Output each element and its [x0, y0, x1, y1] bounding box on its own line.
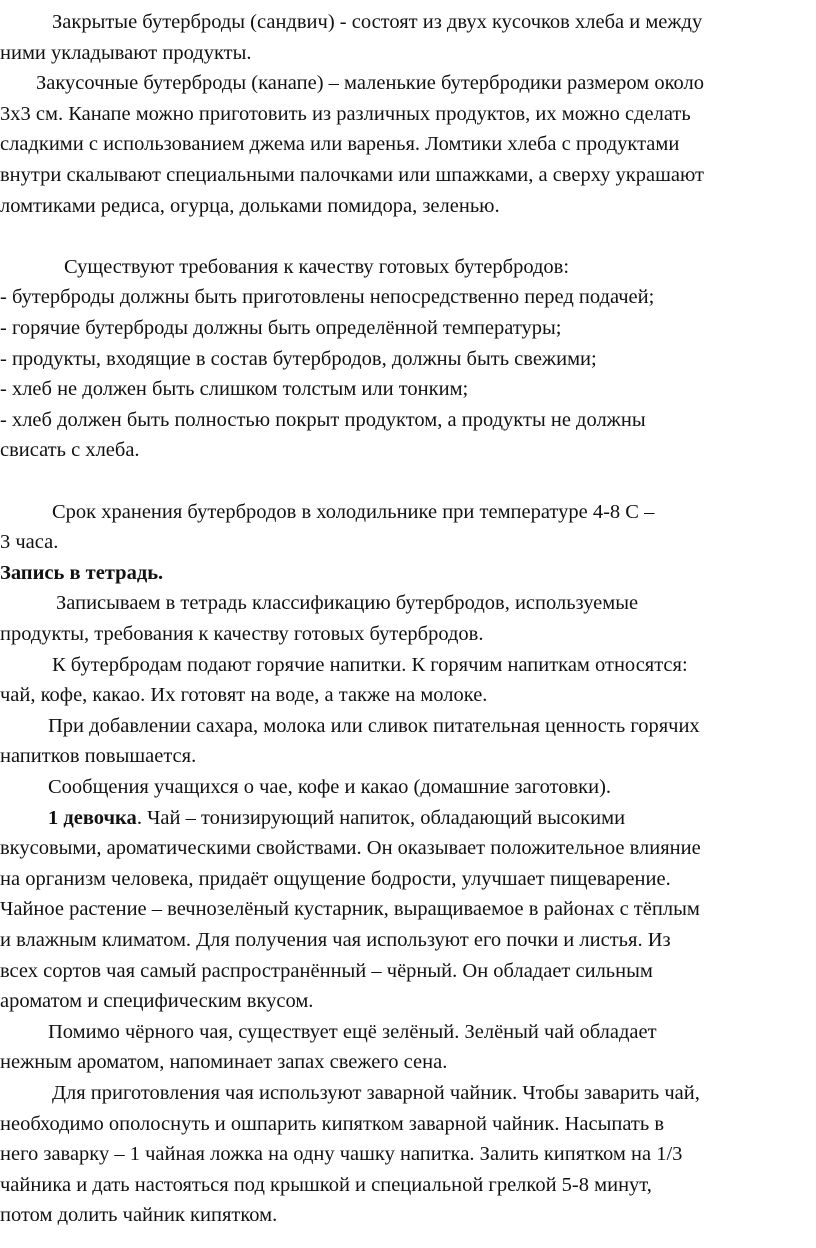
text-line [0, 342, 597, 376]
text-line [48, 1015, 657, 1049]
text-line [0, 617, 484, 651]
line-text: и влажным климатом. Для получения чая используют его почки и листья. Из [0, 929, 671, 951]
text-line [36, 66, 704, 100]
text-line [64, 250, 569, 284]
text-line [56, 586, 638, 620]
line-text: - горячие бутерброды должны быть определённой температуры; [0, 317, 562, 339]
line-text: всех сортов чая самый распространённый – чёрный. Он обладает сильным [0, 959, 653, 982]
text-line [0, 954, 653, 988]
text-line [0, 372, 468, 406]
line-text: Помимо чёрного чая, существует ещё зелёный. Зелёный чай обладает [48, 1020, 657, 1043]
text-line [52, 5, 702, 39]
line-text: продукты, требования к качеству готовых бутербродов. [0, 623, 484, 645]
line-text: - хлеб должен быть полностью покрыт продуктом, а продукты не должны [0, 408, 646, 431]
line-text: Сообщения учащихся о чае, кофе и какао (домашние заготовки). [48, 776, 612, 798]
text-line [0, 831, 701, 865]
line-text: Срок хранения бутербродов в холодильнике при температуре 4-8 С – [52, 500, 655, 523]
speaker-label: 1 девочка [48, 806, 137, 829]
line-text: сладкими с использованием джема или варенья. Ломтики хлеба с продуктами [0, 133, 680, 156]
text-line [52, 495, 654, 529]
text-line [0, 1198, 277, 1232]
text-line [0, 984, 313, 1018]
text-line [0, 433, 140, 467]
line-text: Существуют требования к качеству готовых бутербродов: [64, 255, 570, 278]
text-line: 1 девочка. Чай – тонизирующий напиток, обладающий высокими [48, 806, 626, 829]
text-line [0, 678, 487, 712]
line-text: - хлеб не должен быть слишком толстым или тонким; [0, 378, 469, 401]
text-line [0, 311, 562, 345]
line-text: необходимо ополоснуть и ошпарить кипятком заварной чайник. Насыпать в [0, 1112, 665, 1135]
text-line [48, 709, 700, 743]
text-line [0, 97, 691, 131]
line-text: внутри скалывают специальными палочками или шпажками, а сверху украшают [0, 164, 705, 186]
line-text: Закусочные бутерброды (канапе) – маленькие бутербродики размером около [36, 72, 705, 95]
line-text: потом долить чайник кипятком. [0, 1204, 278, 1227]
line-text: ломтиками редиса, огурца, дольками помидора, зеленью. [0, 194, 500, 217]
line-text: на организм человека, придаёт ощущение бодрости, улучшает пищеварение. [0, 867, 671, 890]
line-text: Запись в тетрадь. [0, 561, 164, 584]
text-line [0, 1107, 664, 1141]
line-text: При добавлении сахара, молока или сливок питательная ценность горячих [48, 714, 700, 737]
text-line [0, 923, 671, 957]
text-line [0, 1137, 682, 1171]
text-line [0, 1168, 652, 1202]
text-line [0, 739, 196, 773]
text-line [0, 525, 58, 559]
text-line [0, 1045, 447, 1079]
text-line [0, 862, 671, 896]
text-line [0, 189, 500, 223]
line-text: К бутербродам подают горячие напитки. К горячим напиткам относятся: [52, 653, 688, 676]
text-line [48, 770, 611, 804]
line-text: 3х3 см. Канапе можно приготовить из различных продуктов, их можно сделать [0, 102, 691, 125]
line-text: чай, кофе, какао. Их готовят на воде, а также на молоке. [0, 684, 488, 707]
line-text: вкусовыми, ароматическими свойствами. Он оказывает положительное влияние [0, 837, 701, 860]
text-line [0, 892, 700, 926]
line-text: Записываем в тетрадь классификацию бутербродов, используемые [56, 592, 639, 615]
text-line [0, 403, 646, 437]
text-line [0, 36, 252, 70]
section-heading [0, 556, 163, 590]
line-text: Чайное растение – вечнозелёный кустарник, выращиваемое в районах с тёплым [0, 898, 700, 921]
text-line [52, 1076, 700, 1110]
line-text: 3 часа. [0, 531, 59, 554]
line-text: свисать с хлеба. [0, 439, 140, 462]
line-text: ними укладывают продукты. [0, 41, 252, 64]
line-text: нежным ароматом, напоминает запах свежего сена. [0, 1051, 448, 1074]
line-text: Чай – тонизирующий напиток, обладающий высокими [147, 806, 626, 829]
line-text: чайника и дать настояться под крышкой и специальной грелкой 5-8 минут, [0, 1173, 652, 1196]
line-text: него заварку – 1 чайная ложка на одну чашку напитка. Залить кипятком на 1/3 [0, 1143, 683, 1166]
line-text: ароматом и специфическим вкусом. [0, 990, 314, 1013]
line-text: - бутерброды должны быть приготовлены непосредственно перед подачей; [0, 286, 655, 309]
text-line [0, 127, 679, 161]
line-text: напитков повышается. [0, 745, 197, 768]
text-line [0, 158, 704, 192]
line-text: Для приготовления чая используют заварной чайник. Чтобы заварить чай, [52, 1082, 700, 1104]
text-line [0, 280, 654, 314]
text-line [52, 648, 688, 682]
line-text: Закрытые бутерброды (сандвич) - состоят из двух кусочков хлеба и между [52, 11, 703, 33]
line-text: - продукты, входящие в состав бутербродов, должны быть свежими; [0, 347, 597, 370]
